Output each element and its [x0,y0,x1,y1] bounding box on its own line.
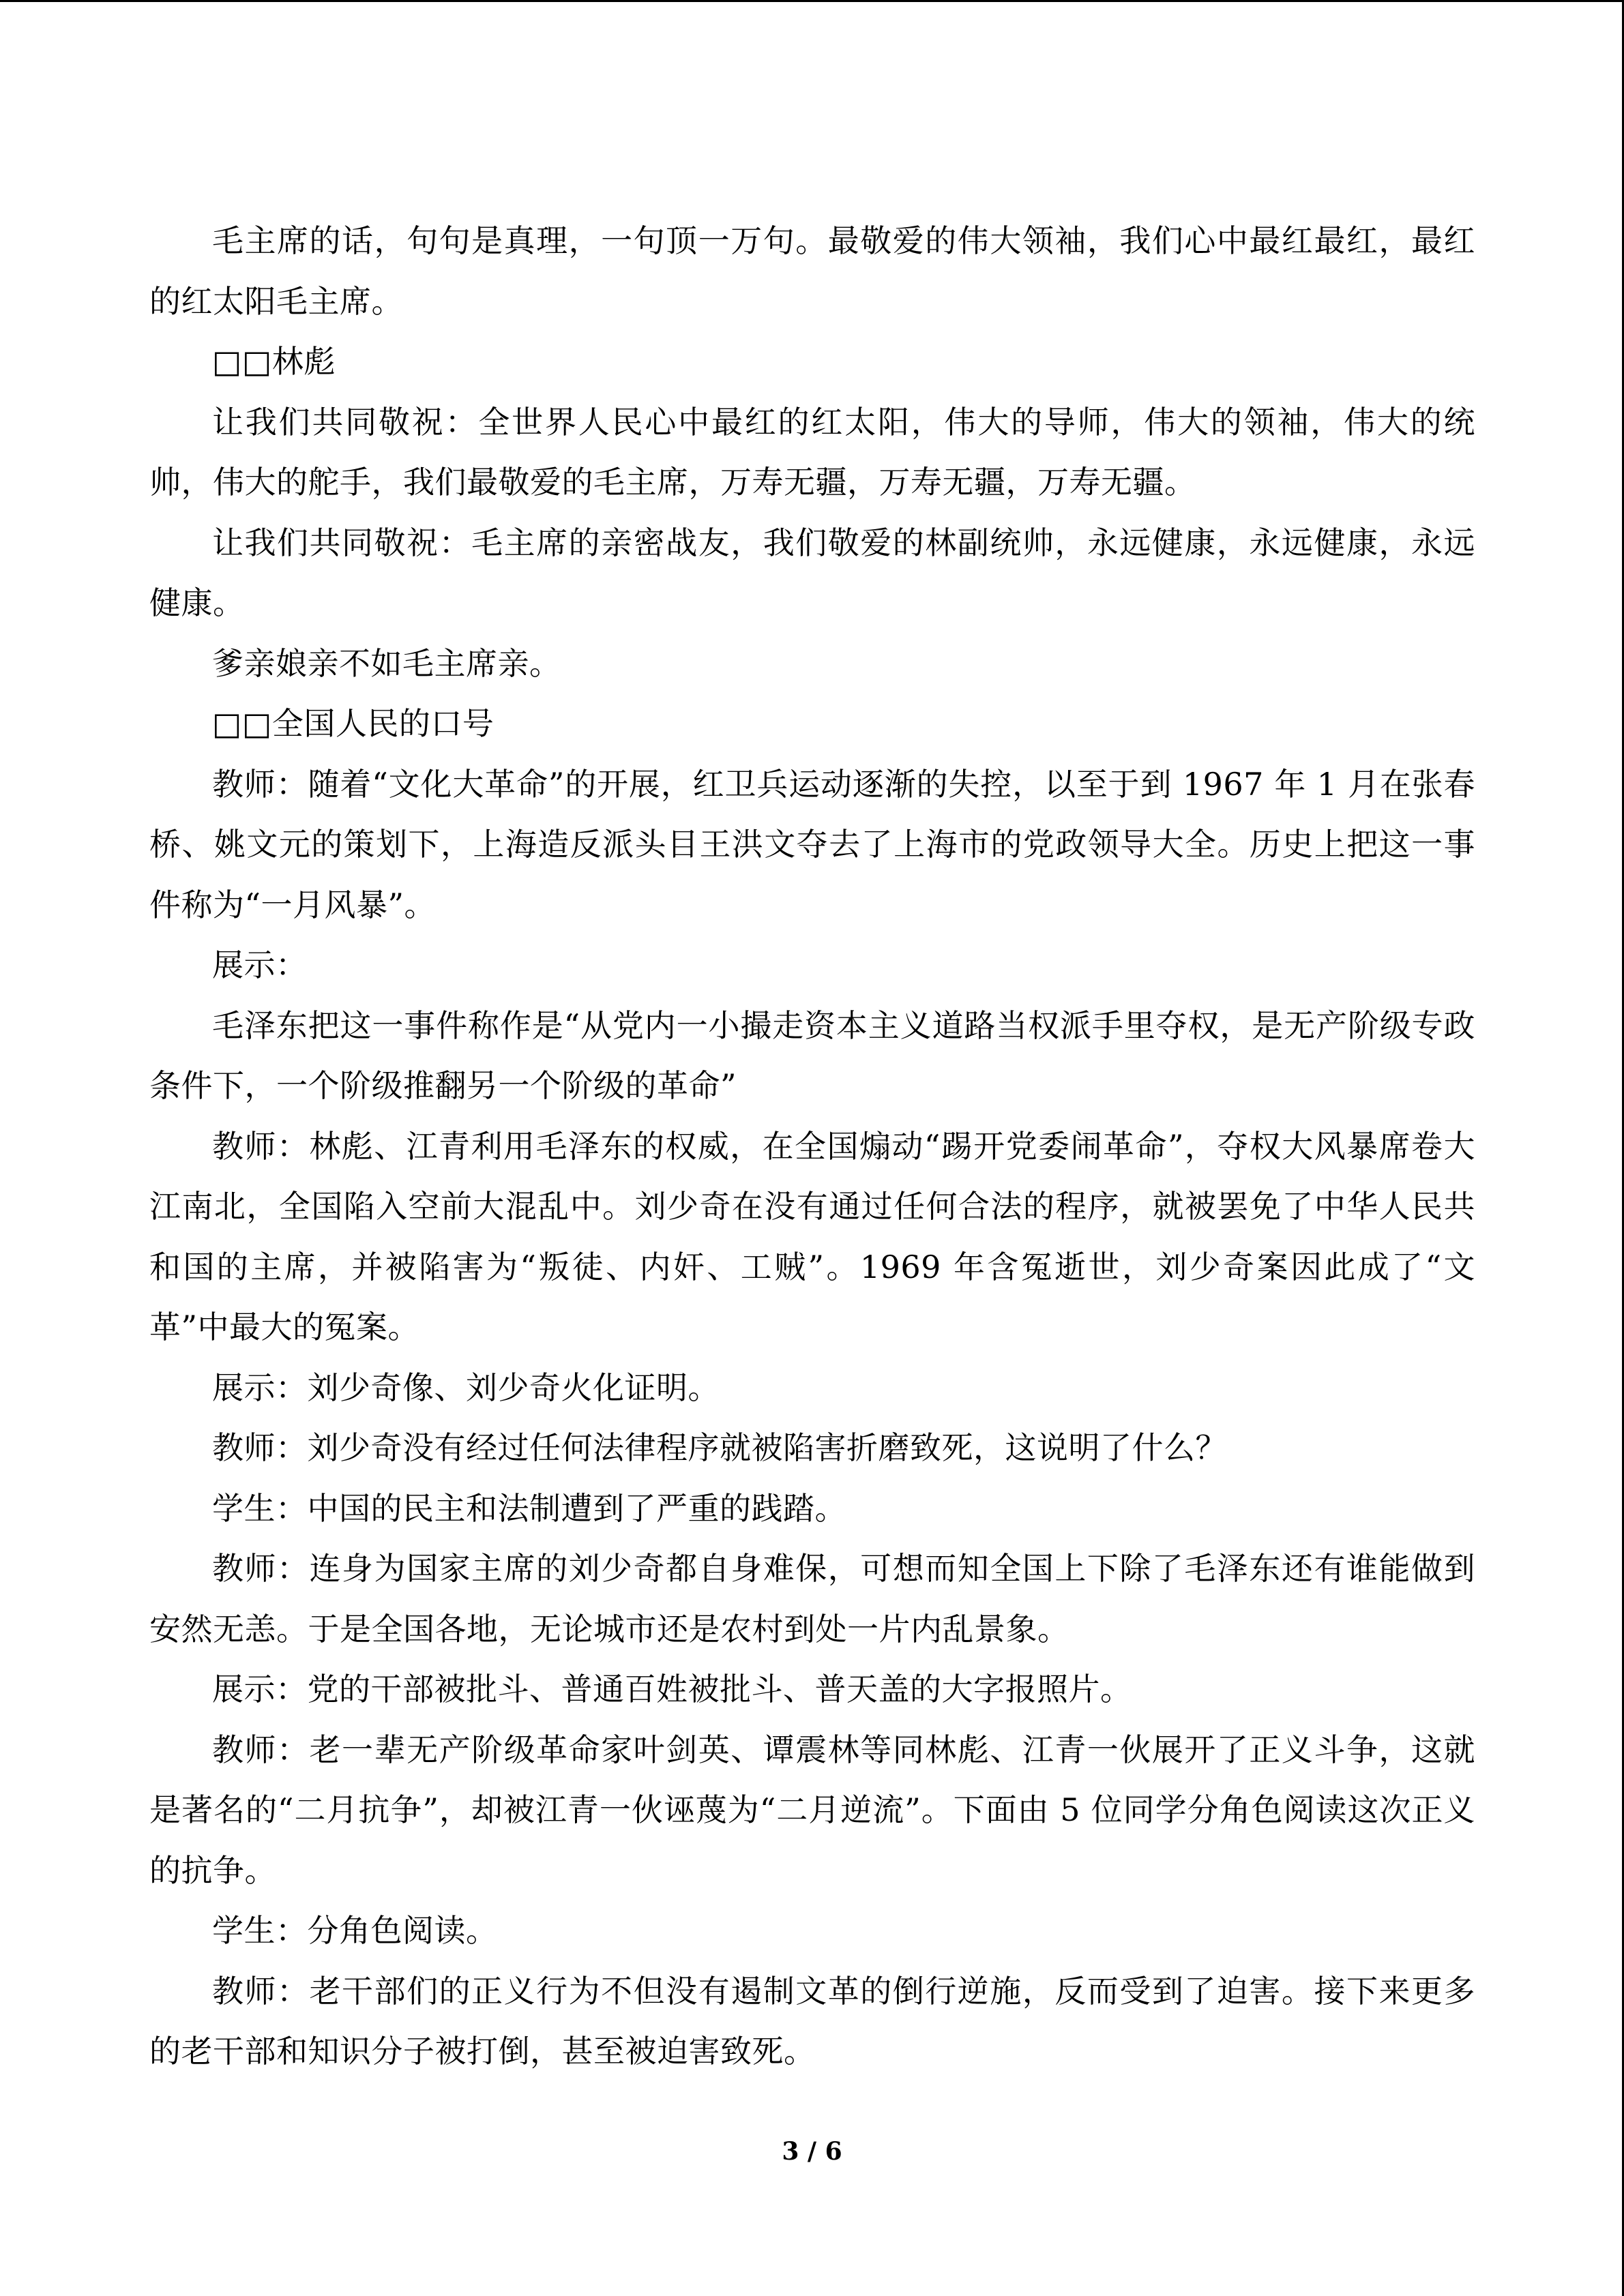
paragraph-attribution-people: □□全国人民的口号 [212,705,494,742]
document-body [149,211,1475,2082]
paragraph-toast-chairman: 让我们共同敬祝：全世界人民心中最红的红太阳，伟大的导师，伟大的领袖，伟大的统帅，伟大的舵手，我们最敬爱的毛主席，万寿无疆，万寿无疆，万寿无疆。 [149,403,1475,501]
paragraph-show-label: 展示： [212,946,308,983]
paragraph-teacher-persecution: 教师：老干部们的正义行为不但没有遏制文革的倒行逆施，反而受到了迫害。接下来更多的老干部和知识分子被打倒，甚至被迫害致死。 [149,1972,1475,2070]
paragraph-mao-quote: 毛主席的话，句句是真理，一句顶一万句。最敬爱的伟大领袖，我们心中最红最红，最红的红太阳毛主席。 [149,222,1475,320]
paragraph-teacher-february: 教师：老一辈无产阶级革命家叶剑英、谭震林等同林彪、江青一伙展开了正义斗争，这就是著名的“二月抗争”，却被江青一伙诬蔑为“二月逆流”。下面由 5 位同学分角色阅读这次正义的抗争。 [149,1731,1475,1889]
paragraph-show-struggle-photos: 展示：党的干部被批斗、普通百姓被批斗、普天盖的大字报照片。 [212,1671,1132,1708]
paragraph-attribution-lin-biao: □□林彪 [212,343,336,380]
paragraph-student-reading: 学生：分角色阅读。 [212,1912,498,1949]
paragraph-teacher-january-storm: 教师：随着“文化大革命”的开展，红卫兵运动逐渐的失控，以至于到 1967 年 1 月在张春桥、姚文元的策划下，上海造反派头目王洪文夺去了上海市的党政领导大全。历史上把这一事件称为“一月风暴”。 [149,765,1475,923]
paragraph-toast-lin: 让我们共同敬祝：毛主席的亲密战友，我们敬爱的林副统帅，永远健康，永远健康，永远健康。 [149,524,1475,621]
page-number: 3 / 6 [782,2137,842,2166]
paragraph-teacher-chaos: 教师：连身为国家主席的刘少奇都自身难保，可想而知全国上下除了毛泽东还有谁能做到安然无恙。于是全国各地，无论城市还是农村到处一片内乱景象。 [149,1550,1475,1648]
paragraph-mao-on-seizure: 毛泽东把这一事件称作是“从党内一小撮走资本主义道路当权派手里夺权，是无产阶级专政条件下，一个阶级推翻另一个阶级的革命” [149,1007,1475,1104]
paragraph-teacher-liu-shaoqi: 教师：林彪、江青利用毛泽东的权威，在全国煽动“踢开党委闹革命”，夺权大风暴席卷大江南北，全国陷入空前大混乱中。刘少奇在没有通过任何合法的程序，就被罢免了中华人民共和国的主席，并被陷害为“叛徒、内奸、工贼”。1969 年含冤逝世，刘少奇案因此成了“文革”中最大的冤案。 [149,1127,1475,1345]
paragraph-student-answer: 学生：中国的民主和法制遭到了严重的践踏。 [212,1489,846,1527]
paragraph-teacher-question: 教师：刘少奇没有经过任何法律程序就被陷害折磨致死，这说明了什么？ [212,1429,1227,1466]
paragraph-show-liu-photos: 展示：刘少奇像、刘少奇火化证明。 [212,1369,720,1406]
paragraph-slogan: 爹亲娘亲不如毛主席亲。 [212,644,561,682]
